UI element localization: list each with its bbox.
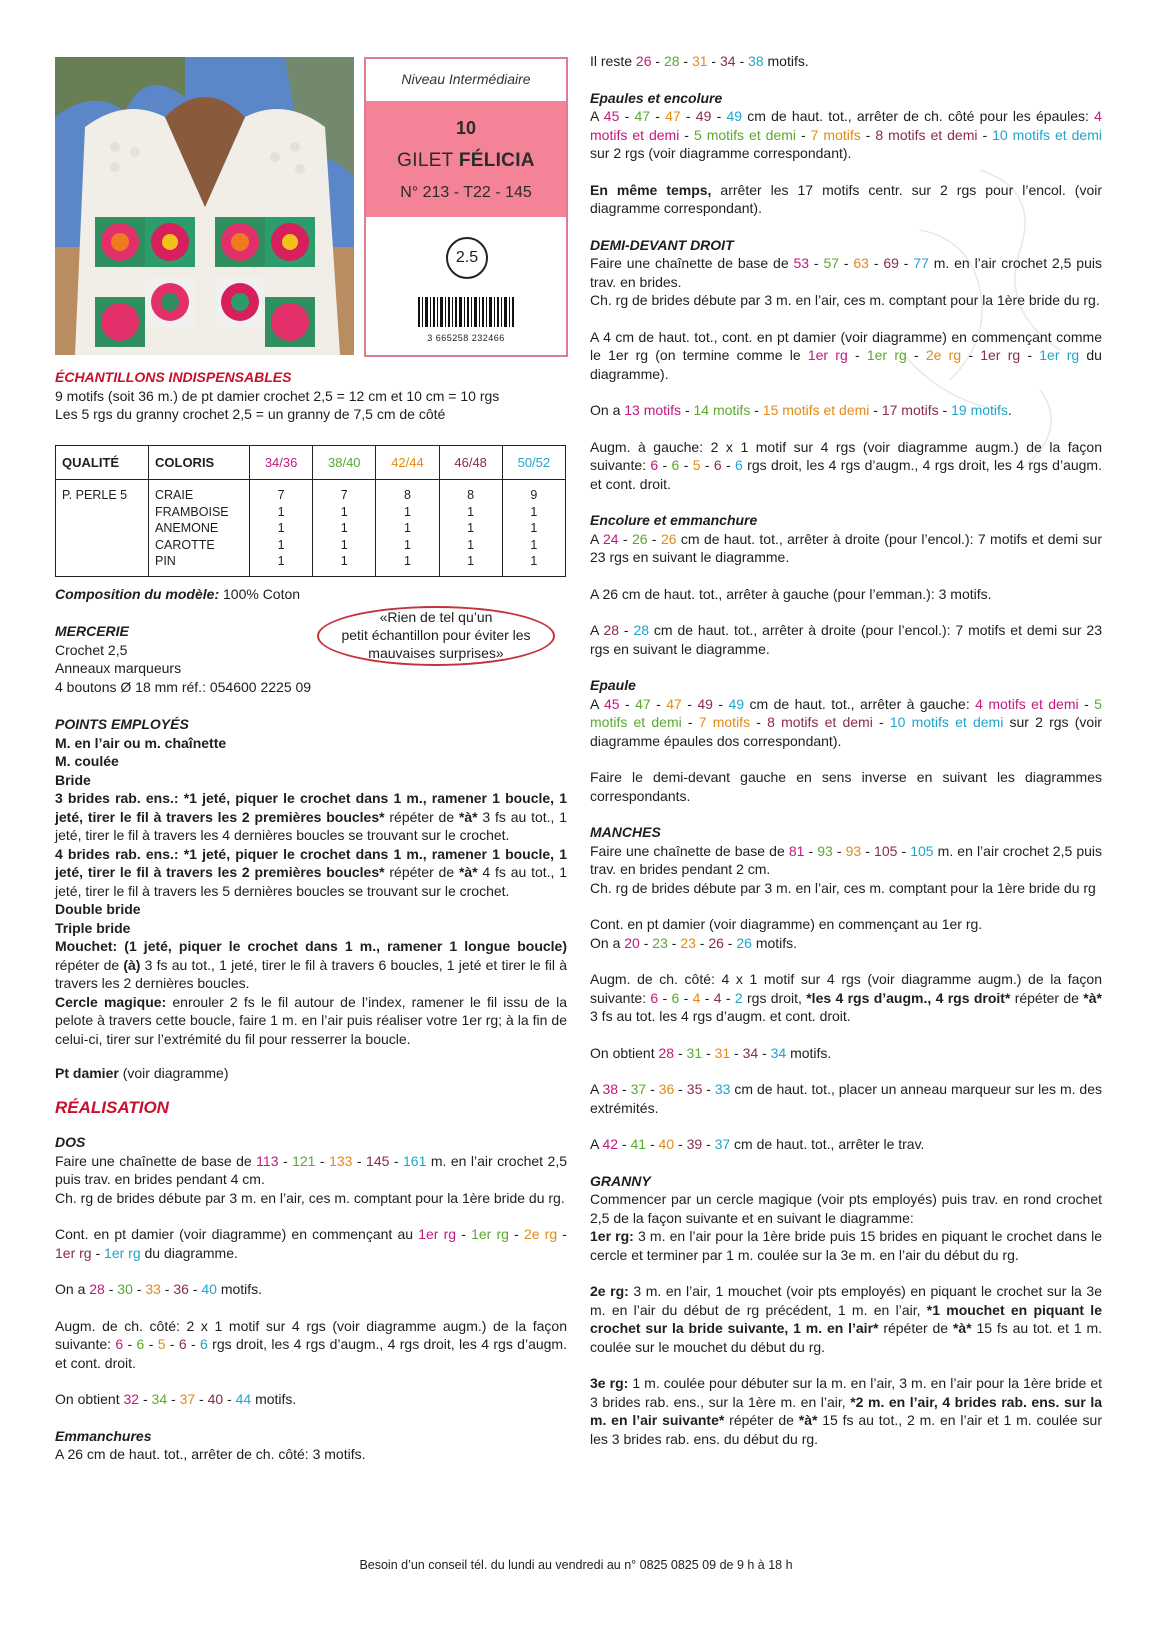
crochet-hook-size-icon: 2.5 [446,237,488,279]
model-photo [55,57,354,355]
quality-cell: P. PERLE 5 [56,480,149,577]
header-size: 34/36 [250,446,313,480]
pattern-title: GILET FÉLICIA [397,149,535,171]
header-colors: COLORIS [149,446,250,480]
samples-section [55,368,567,424]
stitch-3-brides: 3 brides rab. ens.: *1 jeté, piquer le crochet dans 1 m., ramener 1 boucle, 1 jeté, tirer le fil à travers les 2 premières boucles* répéter de *à* 3 fs au tot., 1 jeté, tirer le fil à travers les 4 dernières boucles se trouvant sur le crochet. [55,790,568,843]
epaules-title: Epaules et encolure [590,89,723,106]
list-item: Anneaux marqueurs [55,660,182,676]
yarn-quantity-table [55,445,566,577]
cardigan-illustration [55,57,354,355]
emmanchures-title: Emmanchures [55,1427,152,1444]
manches-title: MANCHES [590,824,661,840]
header-size: 38/40 [313,446,376,480]
right-column: Il reste 26 - 28 - 31 - 34 - 38 motifs. Epaules et encolure A 45 - 47 - 47 - 49 - 49 cm de haut. tot., arrêter de ch. côté pour les épaules: 4 motifs et demi - 5 motifs et demi - 7 motifs - 8 motifs et demi - 10 motifs et demi sur 2 rgs (voir diagramme correspondant). En même temps, arrêter les 17 motifs centr. sur 2 rgs pour l’encol. (voir diagramme correspondant). DEMI-DEVANT DROIT Faire une chaînette de base de 53 - 57 - 63 - 69 - 77 m. en l’air crochet 2,5 puis trav. en brides. Ch. rg de brides débute par 3 m. en l’air, ces m. comptant pour la 1ère bride du rg. A 4 cm de haut. tot., cont. en pt damier (voir diagramme) en commençant comme le 1er rg (on termine comme le 1er rg - 1er rg - 2e rg - 1er rg - 1er rg du diagramme). On a 13 motifs - 14 motifs - 15 motifs et demi - 17 motifs - 19 motifs. Augm. à gauche: 2 x 1 motif sur 4 rgs (voir diagramme augm.) de la façon suivante: 6 - 6 - 5 - 6 - 6 rgs droit, les 4 rgs d’augm., 4 rgs droit, les 4 rgs d’augm. et cont. droit. Encolure et emmanchure A 24 - 26 - 26 cm de haut. tot., arrêter à droite (pour l’encol.): 7 motifs et demi sur 23 rgs en suivant le diagramme. A 26 cm de haut. tot., arrêter à gauche (pour l’emman.): 3 motifs. A 28 - 28 cm de haut. tot., arrêter à droite (pour l’encol.): 7 motifs et demi sur 23 rgs en suivant le diagramme. Epaule A 45 - 47 - 47 - 49 - 49 cm de haut. tot., arrêter à gauche: 4 motifs et demi - 5 motifs et demi - 7 motifs - 8 motifs et demi - 10 motifs et demi sur 2 rgs (voir diagramme épaules dos correspondant). Faire le demi-devant gauche en sens inverse en suivant les diagrammes correspondants. MANCHES Faire une chaînette de base de 81 - 93 - 93 - 105 - 105 m. en l’air crochet 2,5 puis trav. en brides pendant 2 cm. Ch. rg de brides débute par 3 m. en l’air, ces m. comptant pour la 1ère bride du rg Cont. en pt damier (voir diagramme) en commençant au 1er rg. On a 20 - 23 - 23 - 26 - 26 motifs. Augm. de ch. côté: 4 x 1 motif sur 4 rgs (voir diagramme augm.) de la façon suivante: 6 - 6 - 4 - 4 - 2 rgs droit, *les 4 rgs d’augm., 4 rgs droit* répéter de *à* 3 fs au tot. les 4 rgs d’augm. et cont. droit. On obtient 28 - 31 - 31 - 34 - 34 motifs. A 38 - 37 - 36 - 35 - 33 cm de haut. tot., placer un anneau marqueur sur les m. des extrémités. A 42 - 41 - 40 - 39 - 37 cm de haut. tot., arrêter le trav. GRANNY Commencer par un cercle magique (voir pts employés) puis trav. en rond crochet 2,5 de la façon suivante et en suivant le diagramme: 1er rg: 3 m. en l’air pour la 1ère bride puis 15 brides en piquant le crochet dans le cercle et terminer par 1 m. coulée sur la 3e m. en l’air du début du rg. 2e rg: 3 m. en l’air, 1 mouchet (voir pts employés) en piquant le crochet sur la 3e m. en l’air du début de rg précédent, 1 m. en l’air, *1 mouchet en piquant le crochet sur la bride suivante, 1 m. en l’air* répéter de *à* 15 fs au tot. et 1 m. coulée sur le mouchet du début du rg. 3e rg: 1 m. coulée pour débuter sur la m. en l’air, 3 m. en l’air pour la 1ère bride et 3 brides rab. ens., sur la 1ère m. en l’air, *2 m. en l’air, 4 brides rab. ens. sur la m. en l’air suivante* répéter de *à* 15 fs au tot., 2 m. en l’air et 1 m. coulée sur les 3 brides rab. ens. du début du rg. [590,53,1103,1447]
list-item: 4 boutons Ø 18 mm réf.: 054600 2225 09 [55,678,312,695]
header-size: 50/52 [502,446,565,480]
points-section: POINTS EMPLOYÉS M. en l’air ou m. chaînette M. coulée Bride 3 brides rab. ens.: *1 jeté, piquer le crochet dans 1 m., ramener 1 boucle, 1 jeté, tirer le fil à travers les 2 premières boucles* répéter de *à* 3 fs au tot., 1 jeté, tirer le fil à travers les 4 dernières boucles se trouvant sur le crochet. 4 brides rab. ens.: *1 jeté, piquer le crochet dans 1 m., ramener 1 boucle, 1 jeté, tirer le fil à travers les 2 premières boucles* répéter de *à* 4 fs au tot., 1 jeté, tirer le fil à travers les 5 dernières boucles se trouvant sur le crochet. Double bride Triple bride Mouchet: (1 jeté, piquer le crochet dans 1 m., ramener 1 longue boucle) répéter de (à) 3 fs au tot., 1 jeté, tirer le fil à travers 6 boucles, 1 jeté et tirer le fil à travers les 2 dernières boucles. Cercle magique: enrouler 2 fs le fil autour de l’index, ramener le fil issu de la pelote à travers cette boucle, faire 1 m. en l’air puis réaliser votre 1er rg; à la fin de celui-ci, tirer sur l’extrémité du fil pour resserrer la boucle. Pt damier (voir diagramme) RÉALISATION DOS Faire une chaînette de base de 113 - 121 - 133 - 145 - 161 m. en l’air crochet 2,5 puis trav. en brides pendant 4 cm. Ch. rg de brides débute par 3 m. en l’air, ces m. comptant pour la 1ère bride du rg. Cont. en pt damier (voir diagramme) en commençant au 1er rg - 1er rg - 2e rg - 1er rg - 1er rg du diagramme. On a 28 - 30 - 33 - 36 - 40 motifs. Augm. de ch. côté: 2 x 1 motif sur 4 rgs (voir diagramme augm.) de la façon suivante: 6 - 6 - 5 - 6 - 6 rgs droit, les 4 rgs d’augm., 4 rgs droit, les 4 rgs d’augm. et cont. droit. On obtient 32 - 34 - 37 - 40 - 44 motifs. Emmanchures A 26 cm de haut. tot., arrêter de ch. côté: 3 motifs. [55,716,568,1462]
stitch-cercle-magique: Cercle magique: enrouler 2 fs le fil autour de l’index, ramener le fil issu de la pelote à travers cette boucle, faire 1 m. en l’air puis réaliser votre 1er rg; à la fin de celui-ci, tirer sur l’extrémité du fil pour resserrer la boucle. [55,993,567,1047]
demi-devant-title: DEMI-DEVANT DROIT [590,236,734,253]
size-column: 7 1 1 1 1 [250,480,313,577]
mercerie-title: MERCERIE [55,623,129,639]
header-size: 46/48 [439,446,502,480]
level-label: Niveau Intermédiaire [401,71,531,87]
samples-line-2: Les 5 rgs du granny crochet 2,5 = un granny de 7,5 cm de côté [55,406,446,422]
pattern-tag [364,57,568,357]
tip-bubble: «Rien de tel qu’un petit échantillon pour éviter les mauvaises surprises» [317,606,555,666]
points-title: POINTS EMPLOYÉS [55,716,189,732]
stitch-4-brides: 4 brides rab. ens.: *1 jeté, piquer le crochet dans 1 m., ramener 1 boucle, 1 jeté, tirer le fil à travers les 2 premières boucles* répéter de *à* 4 fs au tot., 1 jeté, tirer le fil à travers les 5 dernières boucles se trouvant sur le crochet. [55,845,568,899]
size-column: 8 1 1 1 1 [439,480,502,577]
pattern-number: 10 [455,118,477,138]
barcode-icon [418,297,514,327]
epaule-title: Epaule [590,677,636,693]
footer-note: Besoin d’un conseil tél. du lundi au vendredi au n° 0825 0825 09 de 9 h à 18 h [359,1558,793,1572]
size-column: 7 1 1 1 1 [313,480,376,577]
samples-line-1: 9 motifs (soit 36 m.) de pt damier crochet 2,5 = 12 cm et 10 cm = 10 rgs [55,387,500,404]
granny-title: GRANNY [590,1172,651,1189]
stitch-mouchet: Mouchet: (1 jeté, piquer le crochet dans 1 m., ramener 1 longue boucle) répéter de (à) 3 fs au tot., 1 jeté, tirer le fil à travers 6 boucles, 1 jeté et tirer le fil à travers les 2 dernières boucles. [55,938,567,991]
composition: Composition du modèle: 100% Coton [55,586,301,602]
colors-cell: CRAIE FRAMBOISE ANEMONE CAROTTE PIN [149,480,250,577]
realisation-title: RÉALISATION [55,1097,169,1117]
size-column: 9 1 1 1 1 [502,480,565,577]
list-item: Crochet 2,5 [55,641,128,658]
mercerie-section [55,622,355,696]
encolure-title: Encolure et emmanchure [590,512,758,528]
header-size: 42/44 [376,446,439,480]
size-column: 8 1 1 1 1 [376,480,439,577]
pattern-ref: N° 213 - T22 - 145 [400,184,532,201]
barcode-number: 3 665258 232466 [427,333,505,343]
samples-title: ÉCHANTILLONS INDISPENSABLES [55,369,292,385]
header-quality: QUALITÉ [56,446,149,480]
dos-title: DOS [55,1134,86,1150]
tag-header [366,101,566,217]
